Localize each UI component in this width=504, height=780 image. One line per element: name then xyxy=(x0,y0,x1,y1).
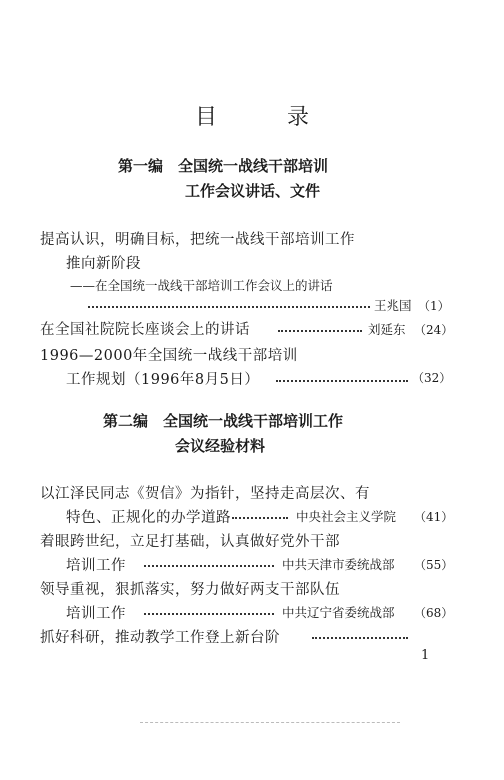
toc-entry-2-line1: 在全国社院院长座谈会上的讲话 xyxy=(40,322,250,338)
toc-entry-3-line2: 工作规划（1996年8月5日） xyxy=(66,372,260,388)
scan-edge-line xyxy=(140,722,400,723)
toc-entry-3-line1: 1996—2000年全国统一战线干部培训 xyxy=(40,348,298,364)
toc-entry-1-subtitle: ——在全国统一战线干部培训工作会议上的讲话 xyxy=(70,278,333,293)
section-1-heading-line2: 工作会议讲话、文件 xyxy=(185,182,321,200)
toc-entry-1-line1: 提高认识，明确目标，把统一战线干部培训工作 xyxy=(40,232,355,248)
dot-leader xyxy=(144,565,274,567)
dot-leader xyxy=(278,330,362,332)
toc-entry-2-page: （24） xyxy=(414,323,454,337)
section-2-heading-line1: 第二编 全国统一战线干部培训工作 xyxy=(103,412,344,430)
toc-entry-4-line1: 以江泽民同志《贺信》为指针，坚持走高层次、有 xyxy=(40,486,370,502)
dot-leader xyxy=(88,306,370,308)
toc-entry-4-page: （41） xyxy=(414,510,454,524)
section-1-heading-line1: 第一编 全国统一战线干部培训 xyxy=(118,157,329,175)
toc-entry-5-line1: 着眼跨世纪，立足打基础，认真做好党外干部 xyxy=(40,534,340,550)
toc-entry-1-line2: 推向新阶段 xyxy=(66,256,141,272)
toc-entry-6-line2: 培训工作 xyxy=(66,606,126,622)
toc-entry-6-author: 中共辽宁省委统战部 xyxy=(282,605,395,620)
toc-entry-6-line1: 领导重视，狠抓落实，努力做好两支干部队伍 xyxy=(40,582,340,598)
toc-entry-6-page: （68） xyxy=(414,606,454,620)
toc-entry-5-line2: 培训工作 xyxy=(66,558,126,574)
toc-entry-1-page: （1） xyxy=(418,299,450,313)
toc-entry-4-line2: 特色、正规化的办学道路 xyxy=(66,510,231,526)
toc-entry-5-page: （55） xyxy=(414,558,454,572)
toc-entry-5-author: 中共天津市委统战部 xyxy=(282,557,395,572)
section-2-heading-line2: 会议经验材料 xyxy=(175,437,266,455)
dot-leader xyxy=(276,380,408,382)
page-title: 目 录 xyxy=(194,105,333,130)
dot-leader xyxy=(144,613,274,615)
page-number: 1 xyxy=(421,648,430,663)
toc-entry-4-author: 中央社会主义学院 xyxy=(296,509,397,524)
dot-leader xyxy=(232,517,288,519)
toc-entry-2-author: 刘延东 xyxy=(368,322,406,337)
toc-entry-1-author: 王兆国 xyxy=(374,298,412,313)
toc-entry-3-page: （32） xyxy=(412,371,452,385)
dot-leader xyxy=(312,637,408,639)
toc-entry-7-line1: 抓好科研，推动教学工作登上新台阶 xyxy=(40,630,280,646)
